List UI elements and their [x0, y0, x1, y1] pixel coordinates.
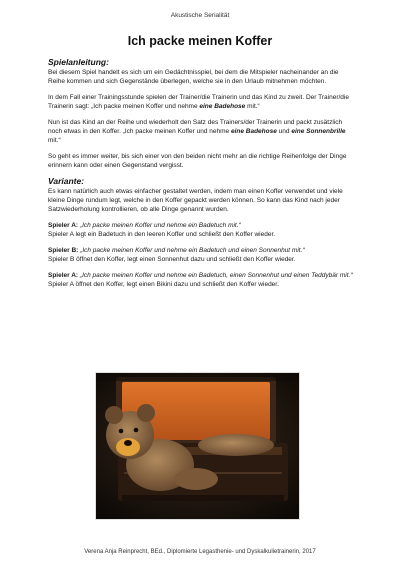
paragraph: Bei diesem Spiel handelt es sich um ein Gedächtnisspiel, bei dem die Mitspieler nacheinander an die Reihe kommen und sich Gegenstände überlegen, welche sie in den Urlaub mitnehmen möchten.: [48, 69, 339, 85]
text-run: und: [276, 128, 292, 135]
player-turn: [48, 246, 356, 264]
emphasis-text: eine Sonnenbrille: [291, 128, 346, 135]
emphasis-text: eine Badehose: [199, 103, 246, 110]
text-run: mit.“: [48, 137, 61, 144]
paragraph: Es kann natürlich auch etwas einfacher gestaltet werden, indem man einen Koffer verwendet und viele kleine Dinge rundum legt, welche in den Koffer gepackt werden können. So kann das Kind nach jeder Satzwiederholung kontrollieren, ob alle Dinge genannt wurden.: [48, 188, 343, 213]
document-body: [48, 58, 356, 296]
text-run: Nun ist das Kind an der Reihe und wiederholt den Satz des Trainers/der Trainerin und packt zusätzlich noch etwas in den Koffer. „Ich packe meinen Koffer und nehme: [48, 119, 343, 135]
section-heading-variante: Variante:: [48, 176, 85, 186]
player-label: Spieler A:: [48, 222, 79, 229]
player-action: Spieler A öffnet den Koffer, legt einen Bikini dazu und schließt den Koffer wieder.: [48, 281, 279, 288]
page-footer: Verena Anja Reinprecht, BEd., Diplomierte Legasthenie- und Dyskalkulietrainerin, 2017: [84, 549, 316, 555]
player-turn: [48, 221, 356, 239]
player-quote: „Ich packe meinen Koffer und nehme ein Badetuch, einen Sonnenhut und einen Teddybär mit.“: [78, 272, 353, 279]
player-label: Spieler A:: [48, 272, 79, 279]
page-title: Ich packe meinen Koffer: [127, 34, 273, 48]
paragraph: So geht es immer weiter, bis sich einer von den beiden nicht mehr an die richtige Reihenfolge der Dinge erinnern kann oder einen Gegenstand vergisst.: [48, 153, 347, 169]
text-run: In dem Fall einer Trainingsstunde spielen der Trainer/die Trainerin und das Kind zu zweit. Der Trainer/die Trainerin sagt: „Ich packe meinen Koffer und nehme: [48, 94, 349, 110]
paragraph: [48, 93, 356, 111]
player-quote: „Ich packe meinen Koffer und nehme ein Badetuch und einen Sonnenhut mit.“: [78, 247, 305, 254]
player-label: Spieler B:: [48, 247, 79, 254]
page-header: Akustische Serialität: [170, 12, 230, 19]
player-turn: [48, 271, 356, 289]
teddy-suitcase-photo: [95, 372, 300, 520]
section-heading-spielanleitung: Spielanleitung:: [48, 57, 109, 67]
emphasis-text: eine Badehose: [230, 128, 277, 135]
player-action: Spieler B öffnet den Koffer, legt einen Sonnenhut dazu und schließt den Koffer wieder.: [48, 256, 296, 263]
teddy-suitcase-illustration: [96, 373, 299, 519]
paragraph: [48, 118, 356, 145]
text-run: mit.“: [245, 103, 260, 110]
player-action: Spieler A legt ein Badetuch in den leeren Koffer und schließt den Koffer wieder.: [48, 231, 276, 238]
player-quote: „Ich packe meinen Koffer und nehme ein Badetuch mit.“: [78, 222, 241, 229]
